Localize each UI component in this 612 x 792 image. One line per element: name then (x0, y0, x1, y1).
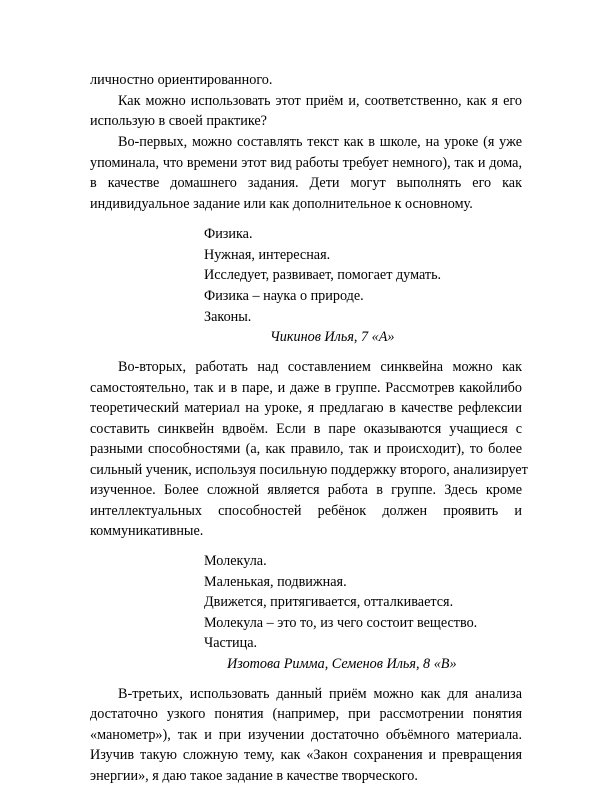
poem-line: Нужная, интересная. (204, 247, 331, 263)
text-line: самостоятельно, так и в паре, и даже в группе. Рассмотрев какойлибо (90, 380, 522, 396)
text-line: индивидуальное задание или как дополнительное к основному. (90, 196, 473, 212)
poem-signature: Изотова Римма, Семенов Илья, 8 «В» (227, 656, 457, 672)
text-line: личностно ориентированного. (90, 72, 273, 88)
poem-line: Физика – наука о природе. (204, 288, 364, 304)
text-line: Как можно использовать этот приём и, соответственно, как я его (118, 93, 522, 109)
poem-line: Движется, притягивается, отталкивается. (204, 594, 454, 610)
poem-line: Молекула – это то, из чего состоит вещество. (204, 615, 478, 631)
text-line: коммуникативные. (90, 523, 204, 539)
text-line: В-третьих, использовать данный приём можно как для анализа (118, 686, 522, 702)
poem-signature: Чикинов Илья, 7 «А» (270, 329, 395, 345)
text-line: использую в своей практике? (90, 113, 267, 129)
text-line: в качестве домашнего задания. Дети могут выполнять его как (90, 175, 522, 191)
poem-line: Частица. (204, 635, 258, 651)
text-line: составить синквейн вдвоём. Если в паре оказываются учащиеся с (90, 421, 522, 437)
text-line: Во-первых, можно составлять текст как в школе, на уроке (я уже (118, 134, 522, 150)
text-line: теоретический материал на уроке, я предлагаю в качестве рефлексии (90, 400, 522, 416)
poem-line: Законы. (204, 309, 252, 325)
text-line: «манометр»), так и при изучении достаточно объёмного материала. (90, 727, 522, 743)
text-line: изученное. Более сложной является работа в группе. Здесь кроме (90, 482, 522, 498)
text-line: энергии», я даю такое задание в качестве творческого. (90, 768, 418, 784)
text-line: Во-вторых, работать над составлением синквейна можно как (118, 359, 522, 375)
poem-line: Маленькая, подвижная. (204, 574, 347, 590)
text-line: упоминала, что времени этот вид работы требует немного), так и дома, (90, 155, 522, 171)
text-line: сильный ученик, используя посильную поддержку второго, анализирует (90, 462, 528, 478)
poem-line: Исследует, развивает, помогает думать. (204, 267, 442, 283)
text-line: интеллектуальных способностей ребёнок должен проявить и (90, 503, 522, 519)
poem-line: Физика. (204, 226, 253, 242)
text-line: разными способностями (а, как правило, так и происходит), то более (90, 441, 522, 457)
text-line: Изучив такую сложную тему, как «Закон сохранения и превращения (90, 747, 522, 763)
poem-line: Молекула. (204, 553, 267, 569)
text-line: достаточно узкого понятия (например, при рассмотрении понятия (90, 706, 522, 722)
